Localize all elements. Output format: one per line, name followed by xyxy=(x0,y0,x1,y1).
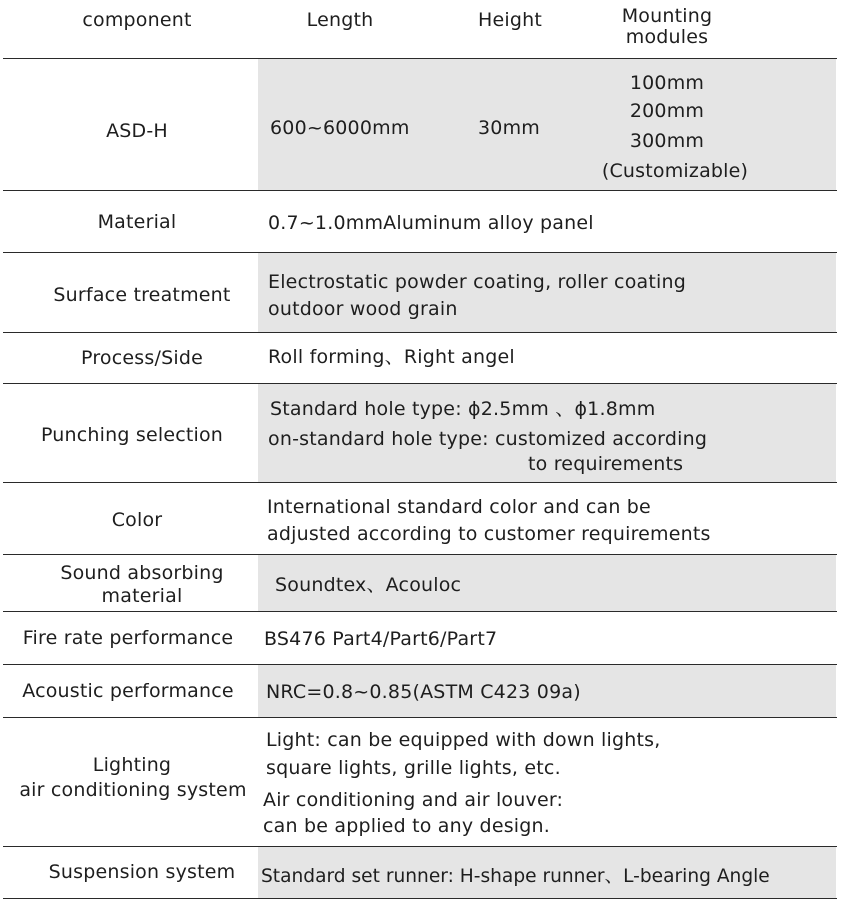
row-suspension-label: Suspension system xyxy=(48,861,236,883)
row-acoustic-value: NRC=0.8~0.85(ASTM C423 09a) xyxy=(266,681,581,703)
row-lighting-line: square lights, grille lights, etc. xyxy=(266,757,561,779)
row-lighting-line: Light: can be equipped with down lights, xyxy=(266,729,661,751)
row-color-line: International standard color and can be xyxy=(267,496,651,518)
row-color-label: Color xyxy=(111,509,163,531)
row-lighting-line: Air conditioning and air louver: xyxy=(263,789,564,811)
rule xyxy=(3,58,837,59)
row-punching-label: Punching selection xyxy=(40,424,224,446)
row-process-value: Roll forming、Right angel xyxy=(268,346,515,368)
row-asdh-label: ASD-H xyxy=(106,120,168,142)
row-material-label: Material xyxy=(97,211,177,233)
row-fire-value: BS476 Part4/Part6/Part7 xyxy=(264,628,498,650)
row-asdh-height: 30mm xyxy=(478,117,540,139)
rule xyxy=(3,383,837,384)
row-surface-line: Electrostatic powder coating, roller coating xyxy=(268,271,687,293)
rule xyxy=(3,898,837,899)
rule xyxy=(3,482,837,483)
row-surface-line: outdoor wood grain xyxy=(268,298,458,320)
row-fire-label: Fire rate performance xyxy=(22,627,234,649)
row-punching-line: on-standard hole type: customized according xyxy=(268,428,708,450)
row-color-line: adjusted according to customer requirements xyxy=(267,523,711,545)
row-punching-line: to requirements xyxy=(528,453,684,475)
row-process-label: Process/Side xyxy=(81,347,203,369)
header-length: Length xyxy=(306,9,374,31)
rule xyxy=(3,190,837,191)
rule xyxy=(3,611,837,612)
row-lighting-label: air conditioning system xyxy=(19,779,247,801)
row-suspension-value: Standard set runner: H-shape runner、L-bearing Angle xyxy=(261,866,770,887)
row-material-value: 0.7~1.0mmAluminum alloy panel xyxy=(268,212,594,234)
rule xyxy=(3,332,837,333)
row-asdh-length: 600~6000mm xyxy=(270,117,410,139)
header-component: component xyxy=(82,9,192,31)
row-punching-line: Standard hole type: ϕ2.5mm 、ϕ1.8mm xyxy=(270,398,656,420)
row-surface-label: Surface treatment xyxy=(53,284,231,306)
header-height: Height xyxy=(477,9,542,31)
row-acoustic-label: Acoustic performance xyxy=(22,680,234,702)
rule xyxy=(3,717,837,718)
header-modules: modules xyxy=(625,26,709,48)
row-asdh-module: 100mm xyxy=(629,72,705,94)
row-sound-label: material xyxy=(101,585,183,607)
rule xyxy=(3,664,837,665)
row-asdh-module: 200mm xyxy=(629,100,705,122)
row-asdh-module: 300mm xyxy=(629,130,705,152)
rule xyxy=(3,554,837,555)
row-asdh-module: (Customizable) xyxy=(601,160,749,182)
row-sound-label: Sound absorbing xyxy=(60,562,224,584)
header-mounting: Mounting xyxy=(621,5,713,27)
rule xyxy=(3,252,837,253)
rule xyxy=(3,846,837,847)
row-lighting-line: can be applied to any design. xyxy=(263,815,551,837)
row-lighting-label: Lighting xyxy=(92,754,172,776)
row-sound-value: Soundtex、Acouloc xyxy=(275,574,462,596)
